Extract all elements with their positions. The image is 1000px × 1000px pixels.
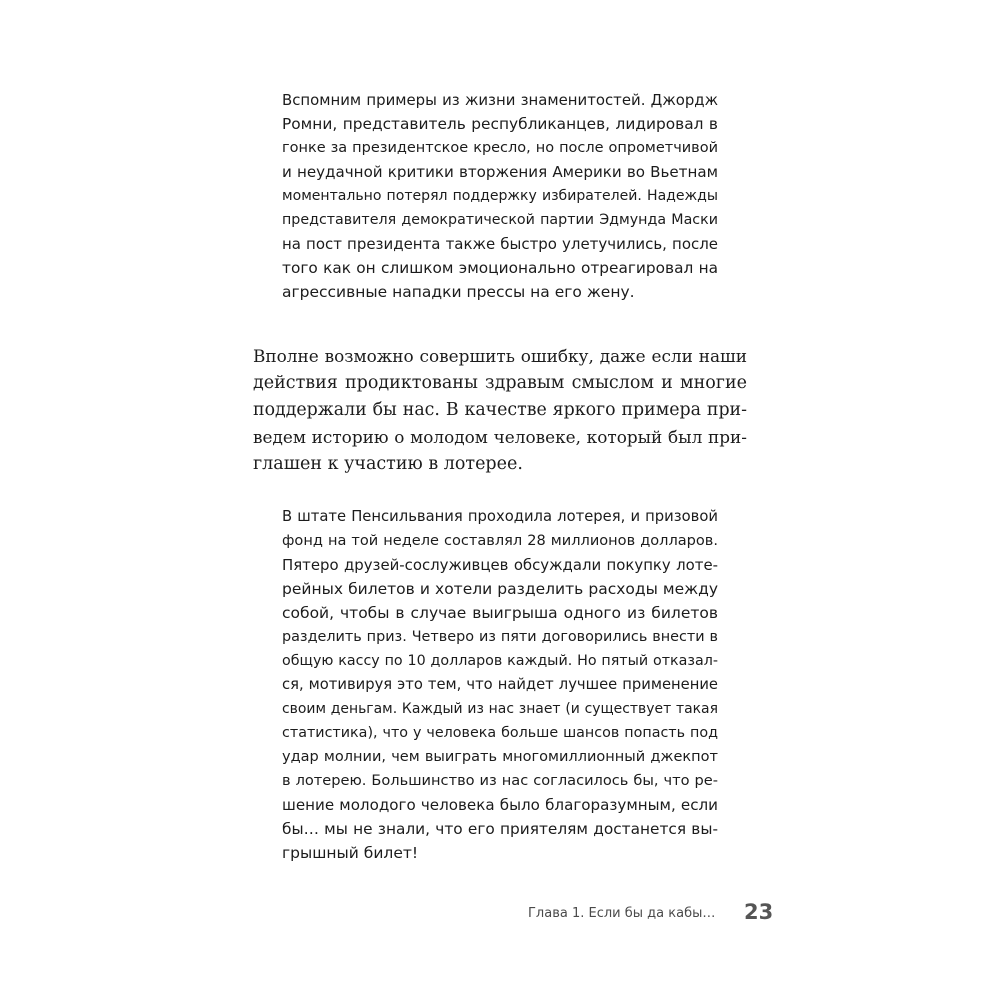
text-line: моментально потерял поддержку избирателей. Надежды xyxy=(282,188,718,204)
text-line: поддержали бы нас. В качестве яркого примера при- xyxy=(253,400,747,420)
text-line: статистика), что у человека больше шансов попасть под xyxy=(282,725,718,741)
text-line: агрессивные нападки прессы на его жену. xyxy=(282,283,635,301)
text-line: своим деньгам. Каждый из нас знает (и существует такая xyxy=(282,701,718,717)
text-line: шение молодого человека было благоразумным, если xyxy=(282,796,718,814)
text-line: ведем историю о молодом человеке, который был при- xyxy=(253,427,747,447)
text-line: Вполне возможно совершить ошибку, даже если наши xyxy=(253,346,747,366)
text-line: на пост президента также быстро улетучились, после xyxy=(282,235,718,253)
text-line: глашен к участию в лотерее. xyxy=(253,454,523,474)
quote-paragraph-lottery xyxy=(282,505,718,865)
text-line: Пятеро друзей-сослуживцев обсуждали покупку лоте- xyxy=(282,556,718,574)
text-line: собой, чтобы в случае выигрыша одного из билетов xyxy=(282,604,718,622)
text-line: Вспомним примеры из жизни знаменитостей. Джордж xyxy=(282,91,718,109)
text-line: того как он слишком эмоционально отреагировал на xyxy=(282,259,718,277)
text-line: бы… мы не знали, что его приятелям достанется вы- xyxy=(282,820,718,838)
text-line: ся, мотивируя это тем, что найдет лучшее применение xyxy=(282,676,718,693)
text-line: действия продиктованы здравым смыслом и многие xyxy=(253,373,747,393)
running-footer-chapter-title: Глава 1. Если бы да кабы… xyxy=(528,906,716,921)
text-line: рейных билетов и хотели разделить расходы между xyxy=(282,580,718,598)
body-paragraph-mistake xyxy=(253,343,747,478)
text-line: В штате Пенсильвания проходила лотерея, и призовой xyxy=(282,508,718,525)
quote-paragraph-romney-muskie xyxy=(282,88,718,304)
text-line: общую кассу по 10 долларов каждый. Но пятый отказал- xyxy=(282,653,718,669)
text-line: фонд на той неделе составлял 28 миллионов долларов. xyxy=(282,532,718,549)
text-line: в лотерею. Большинство из нас согласилось бы, что ре- xyxy=(282,772,718,789)
text-line: представителя демократической партии Эдмунда Маски xyxy=(282,212,718,228)
text-line: удар молнии, чем выиграть многомиллионный джекпот xyxy=(282,749,718,765)
text-line: Ромни, представитель республиканцев, лидировал в xyxy=(282,115,718,133)
text-line: и неудачной критики вторжения Америки во Вьетнам xyxy=(282,163,718,181)
text-line: гонке за президентское кресло, но после опрометчивой xyxy=(282,140,718,156)
text-line: грышный билет! xyxy=(282,844,419,862)
page-number: 23 xyxy=(744,900,774,924)
text-line: разделить приз. Четверо из пяти договорились внести в xyxy=(282,629,718,645)
